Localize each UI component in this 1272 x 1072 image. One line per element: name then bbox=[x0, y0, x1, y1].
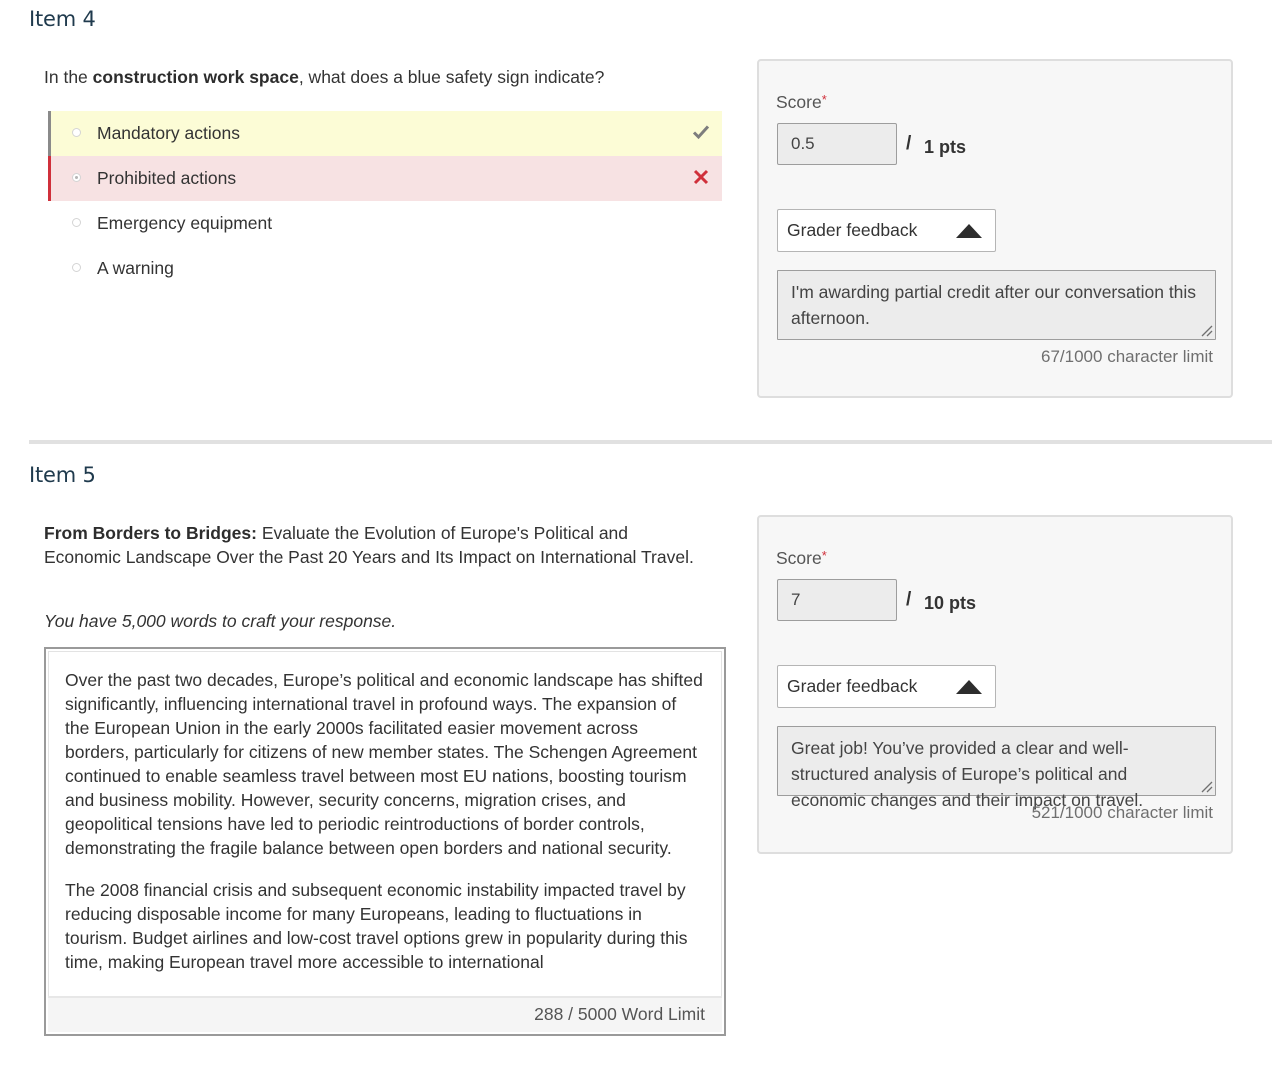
score-separator: / bbox=[906, 589, 912, 610]
feedback-textarea[interactable] bbox=[777, 726, 1216, 810]
checkmark-icon bbox=[692, 123, 710, 141]
response-paragraph: The 2008 financial crisis and subsequent economic instability impacted travel by reducing disposable income for many Europeans, leading to fluctuations in tourism. Budget airlines and low-cost travel options grew in popularity during this time, making European travel more accessible to international bbox=[65, 880, 688, 972]
item-4-score-panel bbox=[757, 59, 1233, 398]
feedback-textarea[interactable] bbox=[777, 270, 1216, 340]
item-5-question: From Borders to Bridges: Evaluate the Evolution of Europe's Political and Economic Landscape Over the Past 20 Years and Its Impact on International Travel. bbox=[44, 523, 694, 567]
score-total: 10 pts bbox=[924, 593, 977, 613]
radio-button[interactable] bbox=[72, 263, 81, 272]
score-total: 1 pts bbox=[924, 137, 967, 157]
required-marker: * bbox=[821, 548, 827, 563]
item-4-heading: Item 4 bbox=[29, 7, 96, 31]
choice-label: A warning bbox=[97, 258, 174, 278]
grader-feedback-label: Grader feedback bbox=[787, 676, 918, 696]
caret-up-icon bbox=[955, 223, 983, 239]
feedback-text: I'm awarding partial credit after our conversation this afternoon. bbox=[791, 282, 1197, 328]
caret-up-icon bbox=[955, 679, 983, 695]
question-title: From Borders to Bridges: bbox=[44, 523, 257, 543]
essay-response-box[interactable] bbox=[44, 647, 726, 1036]
choice-label: Prohibited actions bbox=[97, 168, 237, 188]
grader-feedback-label: Grader feedback bbox=[787, 220, 918, 240]
choice-a-warning[interactable] bbox=[48, 246, 722, 291]
resize-grip-icon[interactable] bbox=[1200, 780, 1213, 793]
feedback-char-limit: 521/1000 character limit bbox=[1031, 803, 1213, 822]
response-paragraph: Over the past two decades, Europe’s political and economic landscape has shifted significantly, influencing international travel in profound ways. The expansion of the European Union in the early 2000s facilitated easier movement across borders, particularly for citizens of new member states. The Schengen Agreement continued to enable seamless travel between most EU nations, boosting tourism and business mobility. However, security concerns, migration crises, and geopolitical tensions have led to periodic reintroductions of border controls, demonstrating the fragile balance between open borders and national security. bbox=[65, 670, 703, 858]
item-5-heading: Item 5 bbox=[29, 463, 96, 487]
close-x-icon bbox=[692, 168, 710, 186]
score-input[interactable] bbox=[777, 579, 897, 621]
grader-feedback-toggle[interactable] bbox=[777, 209, 996, 252]
required-marker: * bbox=[821, 92, 827, 107]
grader-feedback-toggle[interactable] bbox=[777, 665, 996, 708]
answer-choices bbox=[48, 111, 722, 291]
choice-label: Mandatory actions bbox=[97, 123, 240, 143]
item-divider bbox=[29, 440, 1272, 444]
item-4-question: In the construction work space, what does a blue safety sign indicate? bbox=[44, 67, 605, 87]
item-5-score-panel bbox=[757, 515, 1233, 854]
choice-mandatory-actions[interactable] bbox=[48, 111, 722, 156]
radio-button[interactable] bbox=[72, 218, 81, 227]
score-label: Score* bbox=[776, 548, 827, 568]
feedback-char-limit: 67/1000 character limit bbox=[1041, 347, 1213, 366]
choice-emergency-equipment[interactable] bbox=[48, 201, 722, 246]
choice-prohibited-actions[interactable] bbox=[48, 156, 722, 201]
score-label: Score* bbox=[776, 92, 827, 112]
radio-button[interactable] bbox=[72, 128, 81, 137]
word-count: 288 / 5000 Word Limit bbox=[534, 1004, 705, 1024]
feedback-text: Great job! You’ve provided a clear and well-structured analysis of Europe’s political and economic changes and their impact on travel. bbox=[791, 738, 1144, 810]
question-emphasis: construction work space bbox=[92, 67, 299, 87]
score-separator: / bbox=[906, 133, 912, 154]
word-count-footer bbox=[48, 996, 722, 1032]
radio-button-selected[interactable] bbox=[72, 173, 81, 182]
essay-response-text[interactable] bbox=[65, 668, 705, 998]
item-5-instruction: You have 5,000 words to craft your response. bbox=[44, 611, 397, 631]
resize-grip-icon[interactable] bbox=[1200, 324, 1213, 337]
choice-label: Emergency equipment bbox=[97, 213, 273, 233]
score-input[interactable] bbox=[777, 123, 897, 165]
